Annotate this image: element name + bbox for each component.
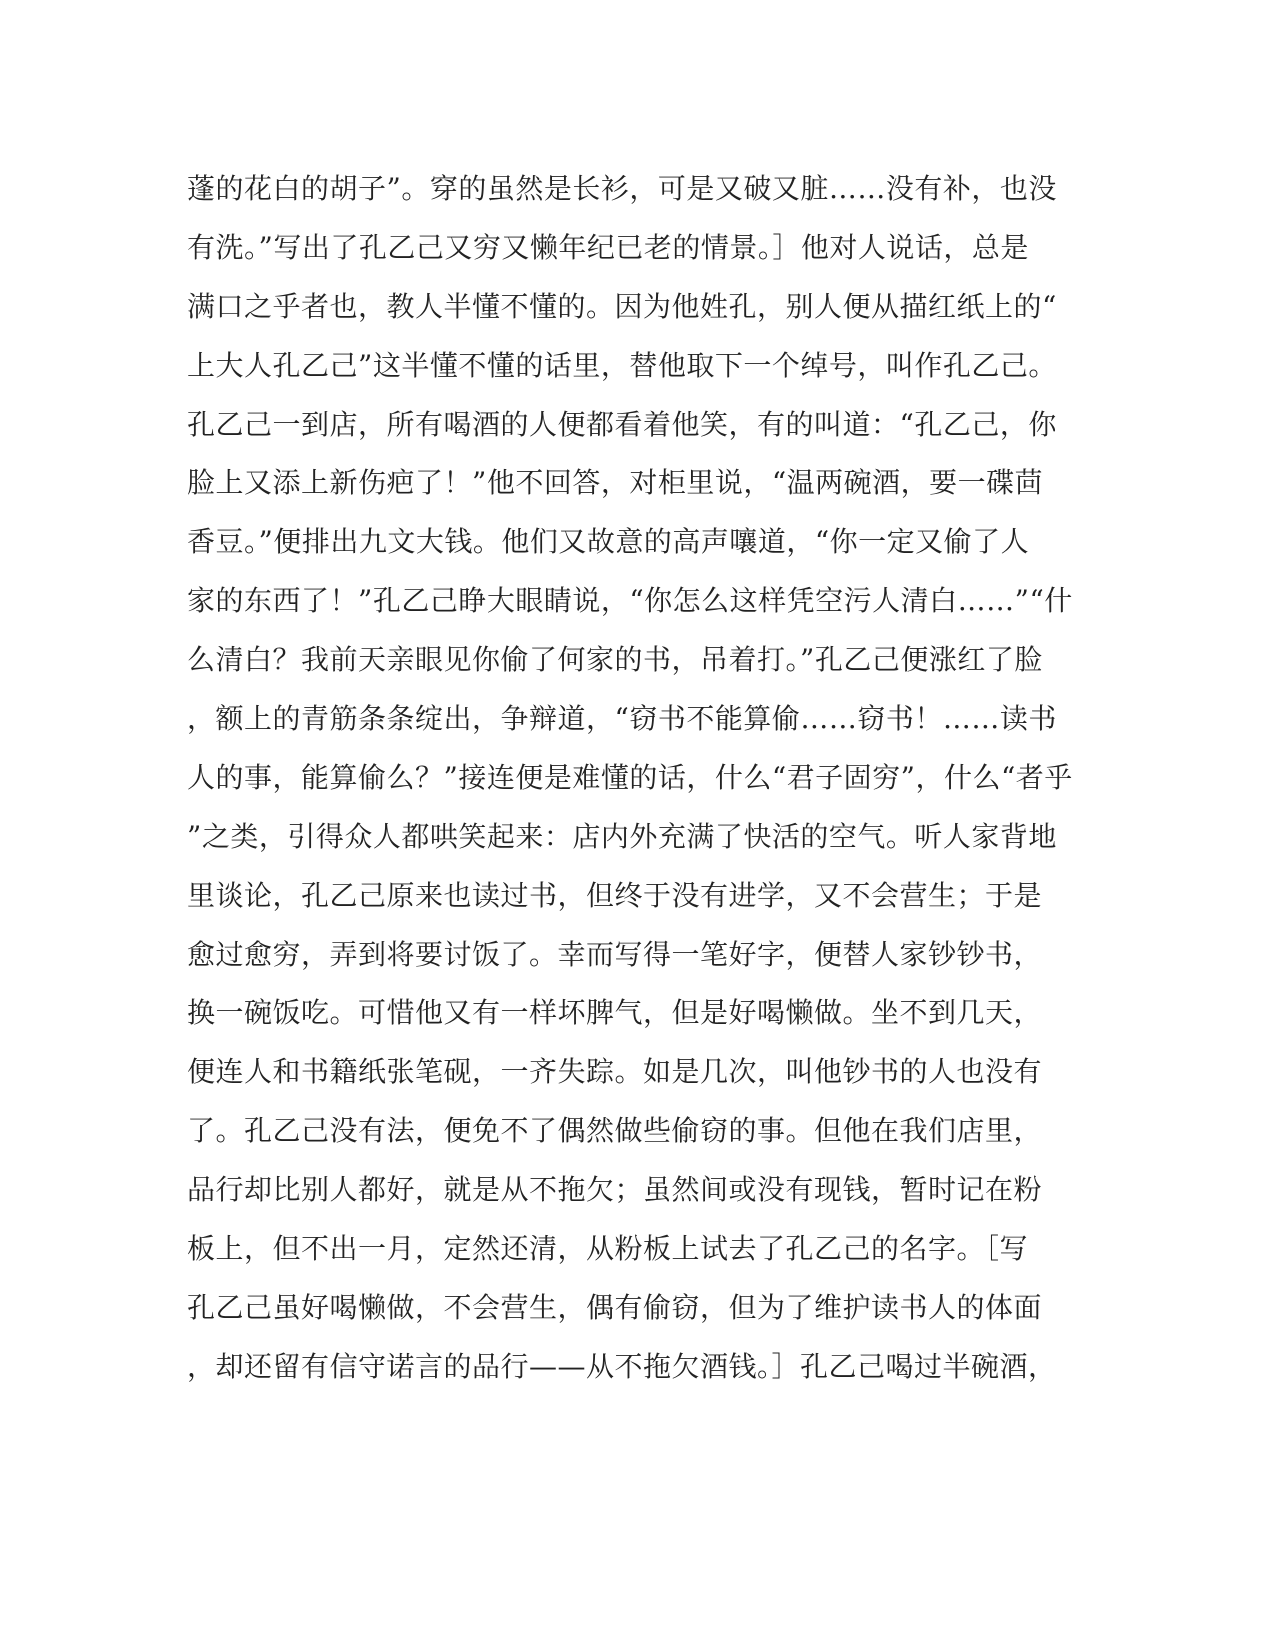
text-line: 上大人孔乙己”这半懂不懂的话里，替他取下一个绰号，叫作孔乙己。: [187, 348, 1057, 382]
text-line: 有洗。”写出了孔乙己又穷又懒年纪已老的情景。］他对人说话，总是: [187, 230, 1029, 264]
text-line: ，额上的青筋条条绽出，争辩道，“窃书不能算偷……窃书！……读书: [187, 702, 1057, 736]
text-line: ，却还留有信守诺言的品行——从不拖欠酒钱。］孔乙己喝过半碗酒，: [187, 1349, 1057, 1383]
text-line: 愈过愈穷，弄到将要讨饭了。幸而写得一笔好字，便替人家钞钞书，: [187, 937, 1043, 971]
text-line: 蓬的花白的胡子”。穿的虽然是长衫，可是又破又脏……没有补，也没: [187, 172, 1057, 205]
text-line: 孔乙己一到店，所有喝酒的人便都看着他笑，有的叫道：“孔乙己，你: [187, 407, 1057, 441]
text-line: 孔乙己虽好喝懒做，不会营生，偶有偷窃，但为了维护读书人的体面: [187, 1290, 1043, 1324]
text-line: 换一碗饭吃。可惜他又有一样坏脾气，但是好喝懒做。坐不到几天，: [187, 996, 1043, 1030]
text-line: 便连人和书籍纸张笔砚，一齐失踪。如是几次，叫他钞书的人也没有: [187, 1055, 1043, 1089]
text-line: 家的东西了！”孔乙己睁大眼睛说，“你怎么这样凭空污人清白……”“什: [187, 584, 1073, 618]
text-line: 了。孔乙己没有法，便免不了偶然做些偷窃的事。但他在我们店里，: [187, 1114, 1043, 1148]
text-line: 品行却比别人都好，就是从不拖欠；虽然间或没有现钱，暂时记在粉: [187, 1173, 1043, 1207]
text-line: ”之类，引得众人都哄笑起来：店内外充满了快活的空气。听人家背地: [187, 819, 1057, 853]
text-line: 满口之乎者也，教人半懂不懂的。因为他姓孔，别人便从描红纸上的“: [187, 289, 1057, 323]
body-text: [187, 160, 1087, 1397]
text-line: 里谈论，孔乙己原来也读过书，但终于没有进学，又不会营生；于是: [187, 878, 1043, 912]
text-line: 香豆。”便排出九文大钱。他们又故意的高声嚷道，“你一定又偷了人: [187, 525, 1030, 559]
text-line: 板上，但不出一月，定然还清，从粉板上试去了孔乙己的名字。［写: [187, 1232, 1029, 1266]
text-line: 脸上又添上新伤疤了！”他不回答，对柜里说，“温两碗酒，要一碟茴: [187, 466, 1044, 500]
text-line: 么清白？我前天亲眼见你偷了何家的书，吊着打。”孔乙己便涨红了脸: [187, 643, 1043, 677]
text-line: 人的事，能算偷么？”接连便是难懂的话，什么“君子固穷”，什么“者乎: [187, 760, 1073, 794]
